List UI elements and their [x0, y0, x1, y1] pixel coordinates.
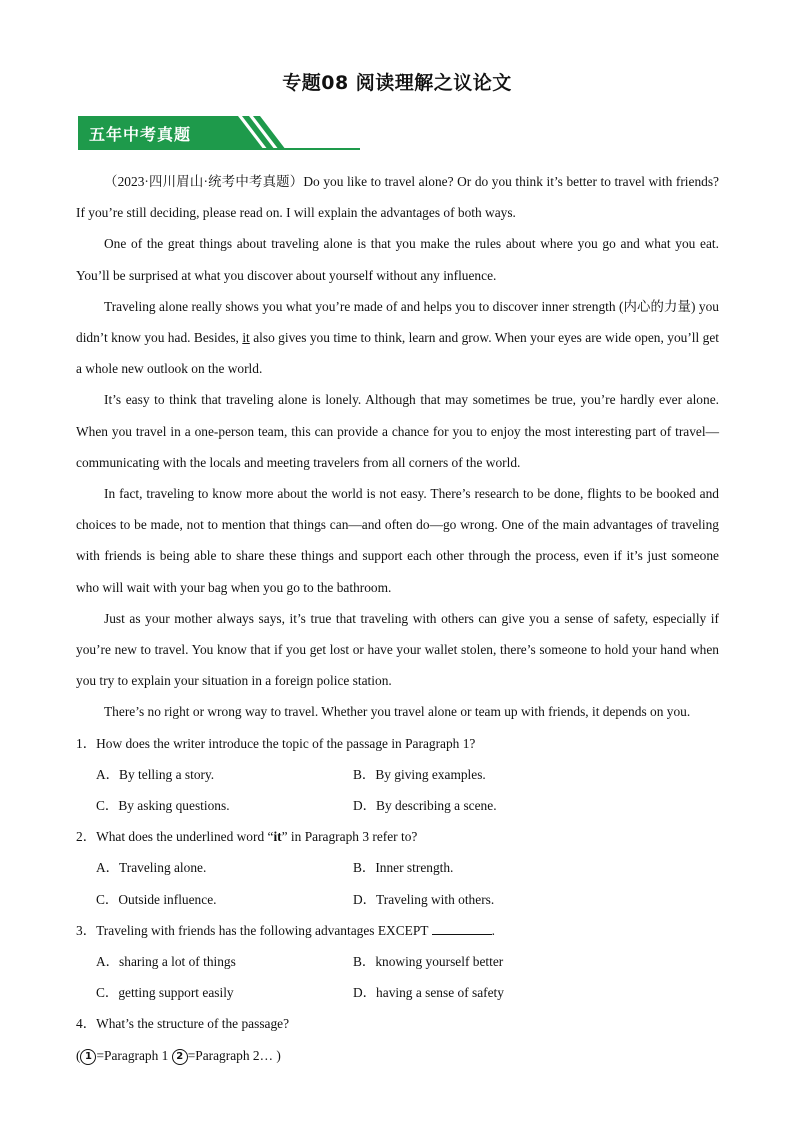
paragraph-1: （2023·四川眉山·统考中考真题）Do you like to travel alone? Or do you think it’s better to travel with friends? If you’re still deciding, please read on. I will explain the advantages of both ways. — [76, 174, 720, 221]
source-label: （2023·四川眉山·统考中考真题） — [104, 174, 304, 189]
paragraph-7: There’s no right or wrong way to travel. Whether you travel alone or team up with friends, it depends on you. — [104, 704, 691, 720]
paragraph-6: Just as your mother always says, it’s true that traveling with others can give you a sense of safety, especially if you’re new to travel. You know that if you get lost or have your wallet stolen, there’s someone to hold your hand when you try to explain your situation in a foreign police station. — [76, 610, 719, 689]
paragraph-3: Traveling alone really shows you what you’re made of and helps you to discover inner strength (内心的力量) you didn’t know you had. Besides, it also gives you time to think, learn and grow. When your eyes are wide open, you’ll get a whole new outlook on the world. — [76, 298, 720, 377]
option-b: B．knowing yourself better — [353, 954, 504, 970]
answer-blank — [432, 922, 492, 935]
paragraph-4: It’s easy to think that traveling alone is lonely. Although that may sometimes be true, you’re hardly ever alone. When you travel in a one-person team, this can provide a chance for you to enjoy the most interesting part of travel—communicating with the locals and meeting travelers from all corners of the world. — [76, 392, 719, 470]
question-1 — [76, 728, 719, 822]
question-3 — [76, 915, 719, 1009]
banner-label: 五年中考真题 — [89, 125, 192, 144]
option-d: D．Traveling with others. — [353, 891, 495, 907]
option-c: C．getting support easily — [96, 985, 234, 1001]
paragraph-5: In fact, traveling to know more about the world is not easy. There’s research to be done, flights to be booked and choices to be made, not to mention that things can—and often do—go wrong. One of the main advantages of traveling with friends is being able to share these things and support each other through the process, even if it’s just someone who will wait with your bag when you go to the bathroom. — [76, 486, 719, 595]
question-4 — [76, 1008, 719, 1070]
underlined-word: it — [242, 330, 250, 346]
option-a: A．By telling a story. — [96, 766, 215, 782]
option-d: D．having a sense of safety — [353, 985, 504, 1001]
option-a: A．sharing a lot of things — [96, 954, 236, 970]
question-stem: 3．Traveling with friends has the following advantages EXCEPT . — [76, 922, 495, 938]
question-stem: 1．How does the writer introduce the topic of the passage in Paragraph 1? — [76, 735, 476, 751]
circled-number-1: 1 — [80, 1049, 96, 1065]
banner-underline — [78, 148, 360, 150]
option-a: A．Traveling alone. — [96, 860, 207, 876]
paragraph-2: One of the great things about traveling alone is that you make the rules about where you go and what you eat. You’ll be surprised at what you discover about yourself without any influence. — [76, 236, 719, 283]
option-d: D．By describing a scene. — [353, 798, 497, 814]
circled-number-2: 2 — [172, 1049, 188, 1065]
question-stem: 4．What’s the structure of the passage? — [76, 1016, 290, 1032]
structure-note: ( 1 =Paragraph 1 2 =Paragraph 2… ) — [76, 1047, 281, 1063]
question-stem: 2．What does the underlined word “it” in Paragraph 3 refer to? — [76, 829, 418, 845]
option-b: B．Inner strength. — [353, 860, 454, 876]
section-banner — [78, 116, 360, 150]
passage-content — [76, 166, 719, 1071]
question-2 — [76, 821, 719, 915]
option-c: C．By asking questions. — [96, 798, 230, 814]
page-title: 专题08 阅读理解之议论文 — [282, 72, 512, 94]
option-b: B．By giving examples. — [353, 766, 486, 782]
option-c: C．Outside influence. — [96, 891, 217, 907]
banner-stripes-icon — [228, 116, 338, 150]
